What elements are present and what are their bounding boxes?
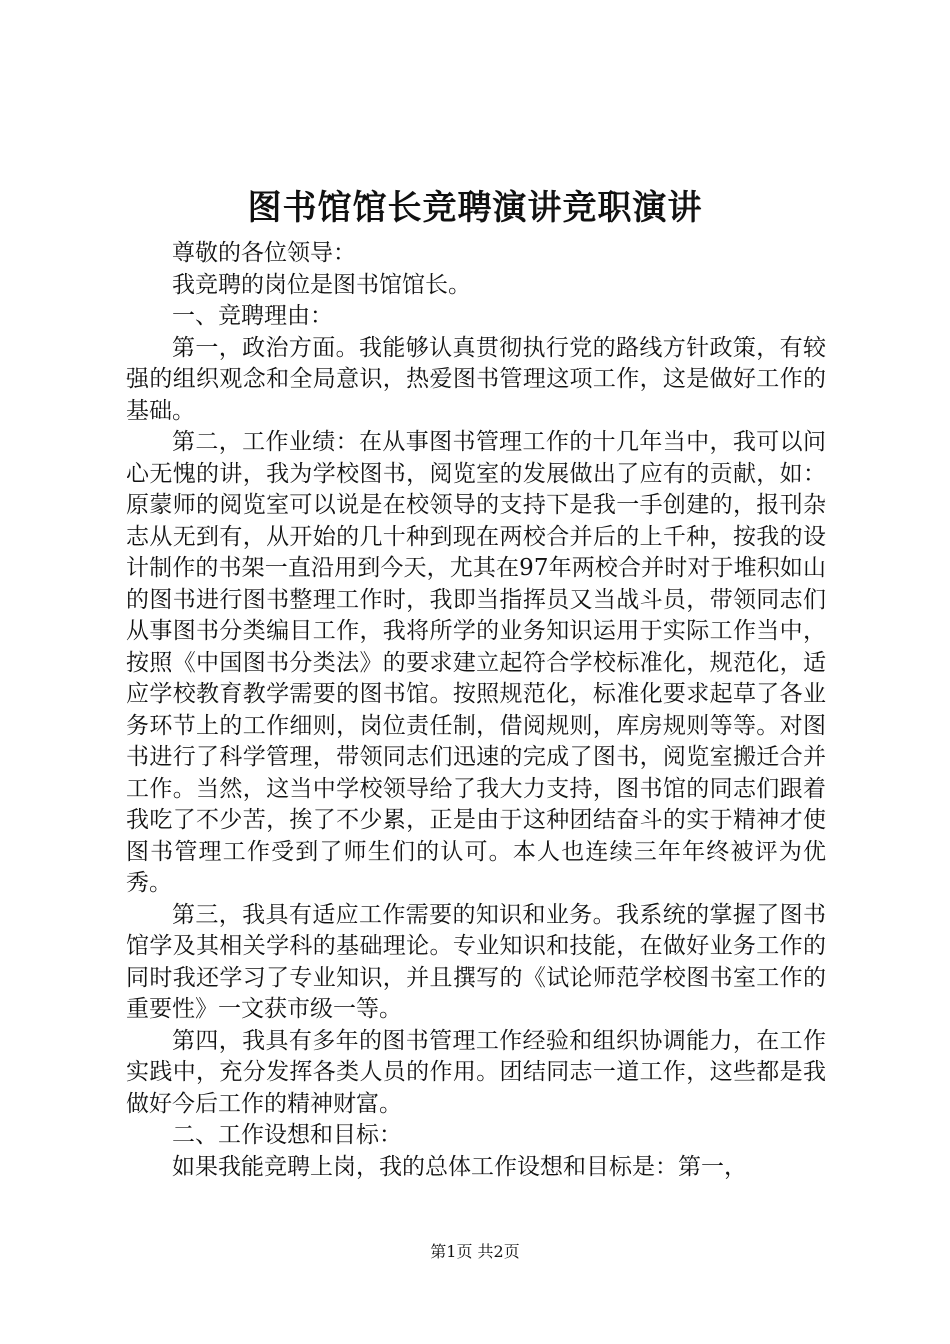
section-heading-reasons: 一、竞聘理由： <box>172 303 333 329</box>
paragraph-fourth-reason: 第四，我具有多年的图书管理工作经验和组织协调能力，在工作实践中，充分发挥各类人员的作用。团结同志一道工作，这些都是我做好今后工作的精神财富。 <box>126 1027 826 1117</box>
paragraph-salutation: 尊敬的各位领导： <box>172 240 356 266</box>
document-body <box>126 238 826 1183</box>
paragraph-second-reason: 第二，工作业绩：在从事图书管理工作的十几年当中，我可以问心无愧的讲，我为学校图书，阅览室的发展做出了应有的贡献，如：原蒙师的阅览室可以说是在校领导的支持下是我一手创建的，报刊杂志从无到有，从开始的几十种到现在两校合并后的上千种，按我的设计制作的书架一直沿用到今天，尤其在97年两校合并时对于堆积如山的图书进行图书整理工作时，我即当指挥员又当战斗员，带领同志们从事图书分类编目工作，我将所学的业务知识运用于实际工作当中，按照《中国图书分类法》的要求建立起符合学校标准化，规范化，适应学校教育教学需要的图书馆。按照规范化，标准化要求起草了各业务环节上的工作细则，岗位责任制，借阅规则，库房规则等等。对图书进行了科学管理，带领同志们迅速的完成了图书，阅览室搬迁合并工作。当然，这当中学校领导给了我大力支持，图书馆的同志们跟着我吃了不少苦，挨了不少累，正是由于这种团结奋斗的实于精神才使图书管理工作受到了师生们的认可。本人也连续三年年终被评为优秀。 <box>126 429 826 896</box>
document-title: 图书馆馆长竞聘演讲竞职演讲 <box>247 188 703 228</box>
section-heading-plans: 二、工作设想和目标： <box>172 1122 402 1148</box>
paragraph-third-reason: 第三，我具有适应工作需要的知识和业务。我系统的掌握了图书馆学及其相关学科的基础理论。专业知识和技能，在做好业务工作的同时我还学习了专业知识，并且撰写的《试论师范学校图书室工作的重要性》一文获市级一等。 <box>126 901 826 1022</box>
page-number-footer: 第1页 共2页 <box>430 1242 520 1261</box>
paragraph-plans-intro: 如果我能竞聘上岗，我的总体工作设想和目标是：第一， <box>172 1153 747 1180</box>
paragraph-position: 我竞聘的岗位是图书馆馆长。 <box>172 271 471 298</box>
paragraph-first-reason: 第一，政治方面。我能够认真贯彻执行党的路线方针政策，有较强的组织观念和全局意识，热爱图书管理这项工作，这是做好工作的基础。 <box>126 334 826 424</box>
